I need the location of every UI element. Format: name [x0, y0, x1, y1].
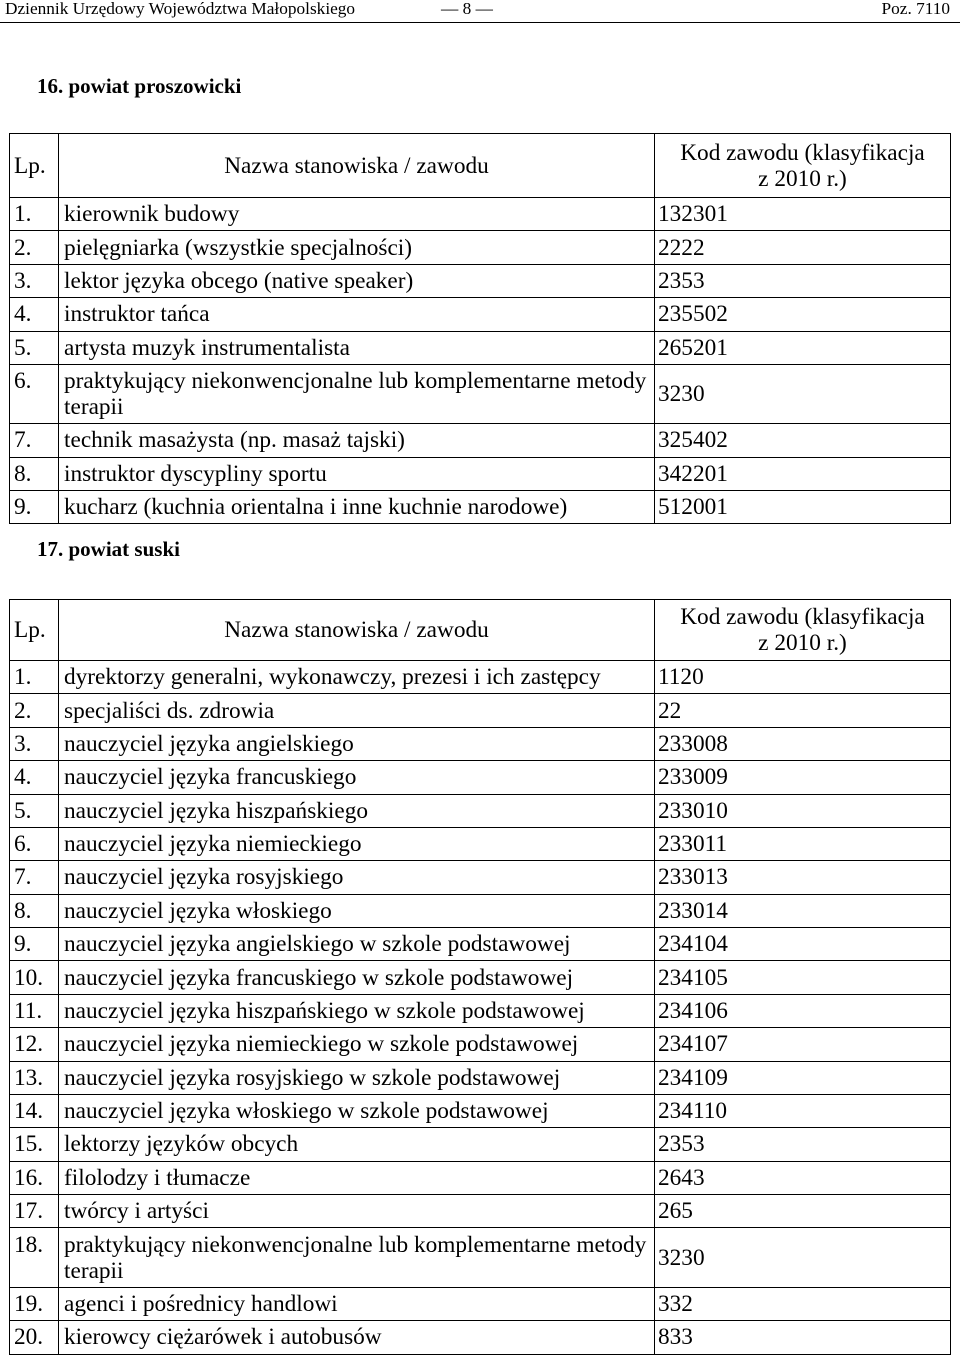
occupation-code: 233014	[658, 897, 728, 924]
occupation-name: nauczyciel języka włoskiego	[64, 897, 332, 924]
row-number: 8.	[14, 460, 32, 487]
table-row	[10, 761, 951, 794]
occupation-code: 265201	[658, 334, 728, 361]
occupation-code: 234105	[658, 964, 728, 991]
occupation-code: 22	[658, 697, 682, 724]
row-number-cell	[10, 1321, 59, 1353]
occupation-code-cell	[655, 761, 951, 793]
occupation-name: kierownik budowy	[64, 201, 240, 228]
occupation-name-cell	[59, 424, 655, 456]
occupation-code-cell	[655, 231, 951, 263]
table-row	[10, 1062, 951, 1095]
occupation-name-cell	[59, 661, 655, 693]
table-row	[10, 424, 951, 457]
row-number-cell	[10, 761, 59, 793]
occupation-name-cell	[59, 728, 655, 760]
occupation-name-cell	[59, 1228, 655, 1286]
occupation-name: instruktor tańca	[64, 301, 210, 328]
occupation-name: nauczyciel języka hiszpańskiego w szkole podstawowej	[64, 997, 585, 1024]
row-number-cell	[10, 1028, 59, 1060]
table-row	[10, 298, 951, 331]
table-row	[10, 795, 951, 828]
occupation-code: 2353	[658, 267, 705, 294]
occupation-name: dyrektorzy generalni, wykonawczy, prezesi i ich zastępcy	[64, 664, 601, 691]
row-number: 6.	[14, 831, 32, 858]
table-body	[10, 661, 951, 1355]
occupation-code: 233010	[658, 797, 728, 824]
occupation-name: filolodzy i tłumacze	[64, 1164, 251, 1191]
occupations-table	[9, 599, 951, 1355]
occupation-name-cell	[59, 928, 655, 960]
row-number: 10.	[14, 964, 44, 991]
occupation-name: technik masażysta (np. masaż tajski)	[64, 427, 405, 454]
occupation-code: 233011	[658, 831, 728, 858]
row-number: 11.	[14, 997, 43, 1024]
table-row	[10, 728, 951, 761]
row-number-cell	[10, 265, 59, 297]
header-lp: Lp.	[10, 600, 59, 660]
row-number-cell	[10, 332, 59, 364]
row-number-cell	[10, 1062, 59, 1094]
occupation-code: 233009	[658, 764, 728, 791]
occupation-code: 833	[658, 1324, 693, 1351]
page-number: — 8 —	[441, 0, 493, 18]
occupation-name-cell	[59, 1128, 655, 1160]
row-number: 9.	[14, 494, 32, 521]
occupation-code-cell	[655, 298, 951, 330]
occupation-name: lektor języka obcego (native speaker)	[64, 267, 414, 294]
occupation-code: 234110	[658, 1098, 728, 1125]
table-row	[10, 332, 951, 365]
occupation-name: kucharz (kuchnia orientalna i inne kuchnie narodowe)	[64, 494, 568, 521]
row-number: 17.	[14, 1198, 44, 1225]
occupation-code: 2222	[658, 234, 705, 261]
table-row	[10, 895, 951, 928]
header-code-line1: Kod zawodu (klasyfikacja	[680, 139, 925, 166]
occupation-name: twórcy i artyści	[64, 1198, 209, 1225]
occupation-name: nauczyciel języka angielskiego	[64, 730, 354, 757]
occupation-code-cell	[655, 1228, 951, 1286]
table-row	[10, 491, 951, 524]
occupation-name-cell	[59, 1288, 655, 1320]
section-title: 17. powiat suski	[37, 537, 180, 561]
occupation-code: 325402	[658, 427, 728, 454]
occupation-name-cell	[59, 458, 655, 490]
table-row	[10, 1095, 951, 1128]
occupation-name-cell	[59, 491, 655, 523]
row-number: 1.	[14, 201, 32, 228]
occupation-code-cell	[655, 895, 951, 927]
occupation-code-cell	[655, 1095, 951, 1127]
row-number: 13.	[14, 1064, 44, 1091]
header-lp: Lp.	[10, 134, 59, 197]
occupation-code-cell	[655, 828, 951, 860]
row-number-cell	[10, 661, 59, 693]
occupation-code: 265	[658, 1198, 693, 1225]
occupation-name-cell	[59, 1028, 655, 1060]
row-number: 14.	[14, 1098, 44, 1125]
row-number-cell	[10, 694, 59, 726]
occupation-code-cell	[655, 795, 951, 827]
row-number: 1.	[14, 664, 32, 691]
header-code	[655, 600, 951, 660]
occupation-code: 234107	[658, 1031, 728, 1058]
table-row	[10, 458, 951, 491]
row-number-cell	[10, 1195, 59, 1227]
table-row	[10, 961, 951, 994]
occupation-name: nauczyciel języka francuskiego	[64, 764, 357, 791]
occupation-name-cell	[59, 298, 655, 330]
table-row	[10, 1288, 951, 1321]
occupation-name-cell	[59, 861, 655, 893]
occupation-name: specjaliści ds. zdrowia	[64, 697, 275, 724]
occupation-name-cell	[59, 1095, 655, 1127]
occupations-table	[9, 133, 951, 524]
table-row	[10, 1128, 951, 1161]
occupation-code-cell	[655, 1062, 951, 1094]
table-row	[10, 1228, 951, 1287]
occupation-code-cell	[655, 365, 951, 423]
occupation-code-cell	[655, 1128, 951, 1160]
table-row	[10, 928, 951, 961]
occupation-name-cell	[59, 795, 655, 827]
row-number-cell	[10, 231, 59, 263]
occupation-code: 332	[658, 1290, 693, 1317]
occupation-name-cell	[59, 761, 655, 793]
table-row	[10, 265, 951, 298]
occupation-name-cell	[59, 365, 655, 423]
occupation-name: lektorzy języków obcych	[64, 1131, 299, 1158]
table-row	[10, 365, 951, 424]
table-row	[10, 231, 951, 264]
occupation-name: nauczyciel języka angielskiego w szkole podstawowej	[64, 931, 571, 958]
occupation-code-cell	[655, 265, 951, 297]
row-number-cell	[10, 298, 59, 330]
occupation-code: 2353	[658, 1131, 705, 1158]
row-number-cell	[10, 961, 59, 993]
table-row	[10, 1321, 951, 1354]
occupation-code-cell	[655, 1028, 951, 1060]
occupation-name-cell	[59, 961, 655, 993]
row-number-cell	[10, 198, 59, 230]
occupation-name-cell	[59, 1195, 655, 1227]
occupation-code-cell	[655, 961, 951, 993]
occupation-name-cell	[59, 694, 655, 726]
table-header	[10, 134, 951, 198]
occupation-code: 1120	[658, 664, 704, 691]
header-code	[655, 134, 951, 197]
row-number: 20.	[14, 1324, 44, 1351]
occupation-code-cell	[655, 1288, 951, 1320]
occupation-name-cell	[59, 828, 655, 860]
occupation-name: kierowcy ciężarówek i autobusów	[64, 1324, 382, 1351]
occupation-name-cell	[59, 895, 655, 927]
table-row	[10, 861, 951, 894]
row-number-cell	[10, 928, 59, 960]
row-number-cell	[10, 458, 59, 490]
occupation-code-cell	[655, 661, 951, 693]
occupation-code: 234104	[658, 931, 728, 958]
row-number: 4.	[14, 764, 32, 791]
row-number-cell	[10, 828, 59, 860]
occupation-code-cell	[655, 458, 951, 490]
occupation-code-cell	[655, 332, 951, 364]
section-title: 16. powiat proszowicki	[37, 74, 242, 98]
table-row	[10, 1195, 951, 1228]
occupation-name: nauczyciel języka hiszpańskiego	[64, 797, 369, 824]
occupation-name: nauczyciel języka włoskiego w szkole podstawowej	[64, 1098, 549, 1125]
row-number: 8.	[14, 897, 32, 924]
header-code-line2: z 2010 r.)	[758, 165, 847, 192]
row-number: 5.	[14, 334, 32, 361]
occupation-code-cell	[655, 1321, 951, 1353]
occupation-code: 2643	[658, 1164, 705, 1191]
header-name: Nazwa stanowiska / zawodu	[59, 600, 655, 660]
occupation-code: 234106	[658, 997, 728, 1024]
row-number: 2.	[14, 697, 32, 724]
occupation-code-cell	[655, 198, 951, 230]
row-number-cell	[10, 365, 59, 423]
occupation-name: praktykujący niekonwencjonalne lub komplementarne metody terapii	[64, 368, 647, 421]
running-head	[0, 0, 960, 23]
table-row	[10, 198, 951, 231]
occupation-name: praktykujący niekonwencjonalne lub komplementarne metody terapii	[64, 1231, 647, 1284]
row-number: 3.	[14, 267, 32, 294]
occupation-code-cell	[655, 861, 951, 893]
occupation-name: pielęgniarka (wszystkie specjalności)	[64, 234, 413, 261]
occupation-code: 234109	[658, 1064, 728, 1091]
table-row	[10, 694, 951, 727]
header-code-line2: z 2010 r.)	[758, 630, 847, 656]
occupation-code-cell	[655, 928, 951, 960]
occupation-code-cell	[655, 1195, 951, 1227]
row-number: 16.	[14, 1164, 44, 1191]
header-code-line1: Kod zawodu (klasyfikacja	[680, 604, 925, 630]
row-number-cell	[10, 491, 59, 523]
row-number: 5.	[14, 797, 32, 824]
row-number-cell	[10, 424, 59, 456]
occupation-name: nauczyciel języka rosyjskiego w szkole podstawowej	[64, 1064, 561, 1091]
table-row	[10, 661, 951, 694]
row-number-cell	[10, 1128, 59, 1160]
occupation-name-cell	[59, 1062, 655, 1094]
row-number-cell	[10, 728, 59, 760]
occupation-code-cell	[655, 424, 951, 456]
occupation-name-cell	[59, 995, 655, 1027]
row-number-cell	[10, 895, 59, 927]
row-number: 6.	[14, 368, 32, 395]
occupation-code: 233008	[658, 730, 728, 757]
occupation-name-cell	[59, 231, 655, 263]
occupation-name: nauczyciel języka francuskiego w szkole podstawowej	[64, 964, 574, 991]
row-number: 3.	[14, 730, 32, 757]
publication-title: Dziennik Urzędowy Województwa Małopolskiego	[5, 0, 356, 18]
table-header	[10, 600, 951, 661]
occupation-name: agenci i pośrednicy handlowi	[64, 1290, 338, 1317]
row-number: 2.	[14, 234, 32, 261]
occupation-name: nauczyciel języka rosyjskiego	[64, 864, 344, 891]
occupation-code-cell	[655, 1162, 951, 1194]
occupation-code-cell	[655, 694, 951, 726]
row-number: 12.	[14, 1031, 44, 1058]
occupation-name-cell	[59, 332, 655, 364]
occupation-code: 512001	[658, 494, 728, 521]
row-number: 7.	[14, 864, 32, 891]
row-number-cell	[10, 795, 59, 827]
occupation-code: 3230	[658, 1244, 705, 1271]
occupation-name: artysta muzyk instrumentalista	[64, 334, 350, 361]
occupation-name: nauczyciel języka niemieckiego	[64, 831, 362, 858]
occupation-code: 132301	[658, 201, 728, 228]
row-number: 15.	[14, 1131, 44, 1158]
row-number: 7.	[14, 427, 32, 454]
row-number: 4.	[14, 301, 32, 328]
row-number-cell	[10, 1162, 59, 1194]
occupation-name: nauczyciel języka niemieckiego w szkole podstawowej	[64, 1031, 579, 1058]
row-number: 18.	[14, 1231, 44, 1258]
table-row	[10, 1162, 951, 1195]
occupation-name: instruktor dyscypliny sportu	[64, 460, 327, 487]
table-row	[10, 828, 951, 861]
row-number-cell	[10, 995, 59, 1027]
row-number-cell	[10, 1228, 59, 1286]
table-row	[10, 1028, 951, 1061]
occupation-code: 233013	[658, 864, 728, 891]
occupation-code: 235502	[658, 301, 728, 328]
row-number-cell	[10, 1095, 59, 1127]
occupation-name-cell	[59, 198, 655, 230]
row-number-cell	[10, 1288, 59, 1320]
occupation-code-cell	[655, 491, 951, 523]
row-number: 19.	[14, 1290, 44, 1317]
occupation-code-cell	[655, 995, 951, 1027]
occupation-code: 3230	[658, 381, 705, 408]
row-number: 9.	[14, 931, 32, 958]
occupation-name-cell	[59, 1321, 655, 1353]
row-number-cell	[10, 861, 59, 893]
table-row	[10, 995, 951, 1028]
position-number: Poz. 7110	[881, 0, 950, 18]
header-name: Nazwa stanowiska / zawodu	[59, 134, 655, 197]
table-body	[10, 198, 951, 524]
occupation-code-cell	[655, 728, 951, 760]
occupation-code: 342201	[658, 460, 728, 487]
occupation-name-cell	[59, 1162, 655, 1194]
occupation-name-cell	[59, 265, 655, 297]
